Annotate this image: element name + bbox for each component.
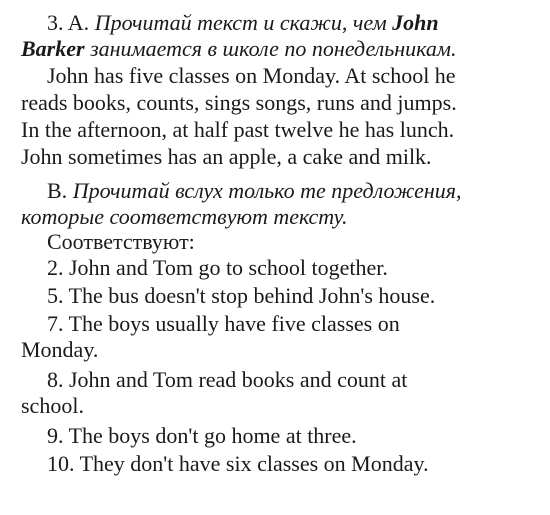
answer-item-cont: Monday. [21, 337, 99, 362]
part-a-heading [47, 10, 439, 36]
part-b-heading [47, 178, 462, 204]
part-a-heading-cont [21, 36, 456, 62]
exercise-number: 3. [47, 10, 64, 35]
text-line-1: John has five classes on Monday. At school he [47, 63, 456, 88]
part-a-letter: A. [67, 10, 90, 35]
part-b-letter: B. [47, 178, 68, 203]
part-a-instruction-1: Прочитай текст и скажи, чем [94, 10, 387, 35]
part-b-instruction-2: которые соответствуют тексту. [21, 204, 348, 229]
part-b-instruction-1: Прочитай вслух только те предложения, [72, 178, 462, 203]
text-line-3: In the afternoon, at half past twelve he has lunch. [21, 117, 455, 142]
part-a-instruction-2: занимается в школе по понедельникам. [90, 36, 457, 61]
answer-item: 10. They don't have six classes on Monday. [47, 451, 429, 476]
answer-label: Соответствуют: [47, 229, 195, 254]
text-line-4: John sometimes has an apple, a cake and milk. [21, 144, 432, 169]
answer-item: 5. The bus doesn't stop behind John's house. [47, 283, 436, 308]
answer-item: 7. The boys usually have five classes on [47, 311, 400, 336]
part-a-surname: Barker [21, 36, 85, 61]
answer-item: 2. John and Tom go to school together. [47, 255, 388, 280]
text-line-2: reads books, counts, sings songs, runs and jumps. [21, 90, 457, 115]
answer-item-cont: school. [21, 393, 84, 418]
part-a-name: John [392, 10, 439, 35]
answer-item: 8. John and Tom read books and count at [47, 367, 408, 392]
answer-item: 9. The boys don't go home at three. [47, 423, 357, 448]
